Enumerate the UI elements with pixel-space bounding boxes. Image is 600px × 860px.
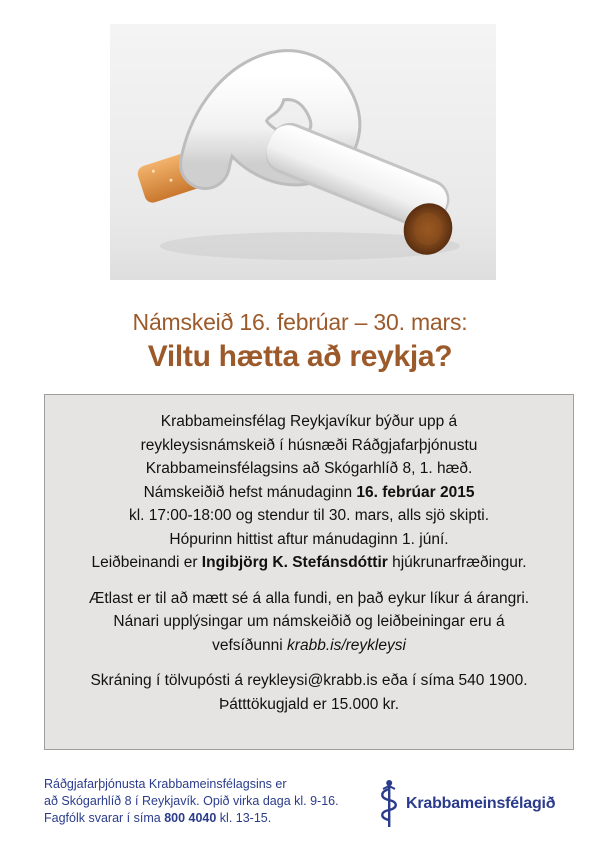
- website-link[interactable]: krabb.is/reykleysi: [287, 636, 406, 654]
- page-title: Viltu hætta að reykja?: [147, 340, 453, 373]
- info-line: reykleysisnámskeið í húsnæði Ráðgjafarþjónustu: [140, 436, 478, 454]
- info-text: Námskeiðið hefst mánudaginn: [143, 483, 357, 501]
- info-line-website: [45, 634, 573, 658]
- caduceus-icon: [378, 779, 400, 829]
- info-line-start-date: [45, 481, 573, 505]
- knotted-cigarette-illustration: [110, 24, 496, 280]
- info-line: Hópurinn hittist aftur mánudaginn 1. júní.: [169, 530, 449, 548]
- footer-text: kl. 13-15.: [216, 811, 272, 825]
- info-line: Nánari upplýsingar um námskeiðið og leiðbeiningar eru á: [113, 613, 505, 630]
- start-date: 16. febrúar 2015: [356, 483, 475, 501]
- phone-number: 800 4040: [164, 811, 217, 825]
- footer-line-phone: [44, 810, 374, 827]
- info-line: kl. 17:00-18:00 og stendur til 30. mars, alls sjö skipti.: [128, 507, 490, 524]
- footer-line: Ráðgjafarþjónusta Krabbameinsfélagsins er: [44, 777, 287, 791]
- footer-line: að Skógarhlíð 8 í Reykjavík. Opið virka daga kl. 9-16.: [44, 794, 339, 808]
- spacer: [45, 657, 573, 669]
- info-text: Leiðbeinandi er: [91, 554, 202, 571]
- info-line-registration: Skráning í tölvupósti á reykleysi@krabb.is eða í síma 540 1900.: [90, 672, 528, 689]
- spacer: [45, 575, 573, 587]
- organization-name: Krabbameinsfélagið: [406, 795, 556, 812]
- info-line-fee: Þátttökugjald er 15.000 kr.: [218, 695, 400, 713]
- footer-text: Fagfólk svarar í síma: [44, 811, 165, 825]
- info-line: Ætlast er til að mætt sé á alla fundi, en það eykur líkur á árangri.: [88, 589, 530, 607]
- course-info-box: [44, 394, 574, 750]
- info-line: Krabbameinsfélag Reykjavíkur býður upp á: [160, 413, 458, 430]
- info-text: vefsíðunni: [212, 636, 288, 654]
- instructor-name: Ingibjörg K. Stefánsdóttir: [201, 554, 388, 571]
- course-dates-subtitle: Námskeið 16. febrúar – 30. mars:: [132, 309, 468, 335]
- knotted-cigarette-image: [110, 24, 496, 280]
- organization-logo: [378, 778, 578, 830]
- info-line-instructor: [45, 551, 573, 575]
- info-text: hjúkrunarfræðingur.: [387, 554, 527, 571]
- info-line: Krabbameinsfélagsins að Skógarhlíð 8, 1. hæð.: [145, 460, 473, 477]
- footer-contact: [44, 776, 374, 827]
